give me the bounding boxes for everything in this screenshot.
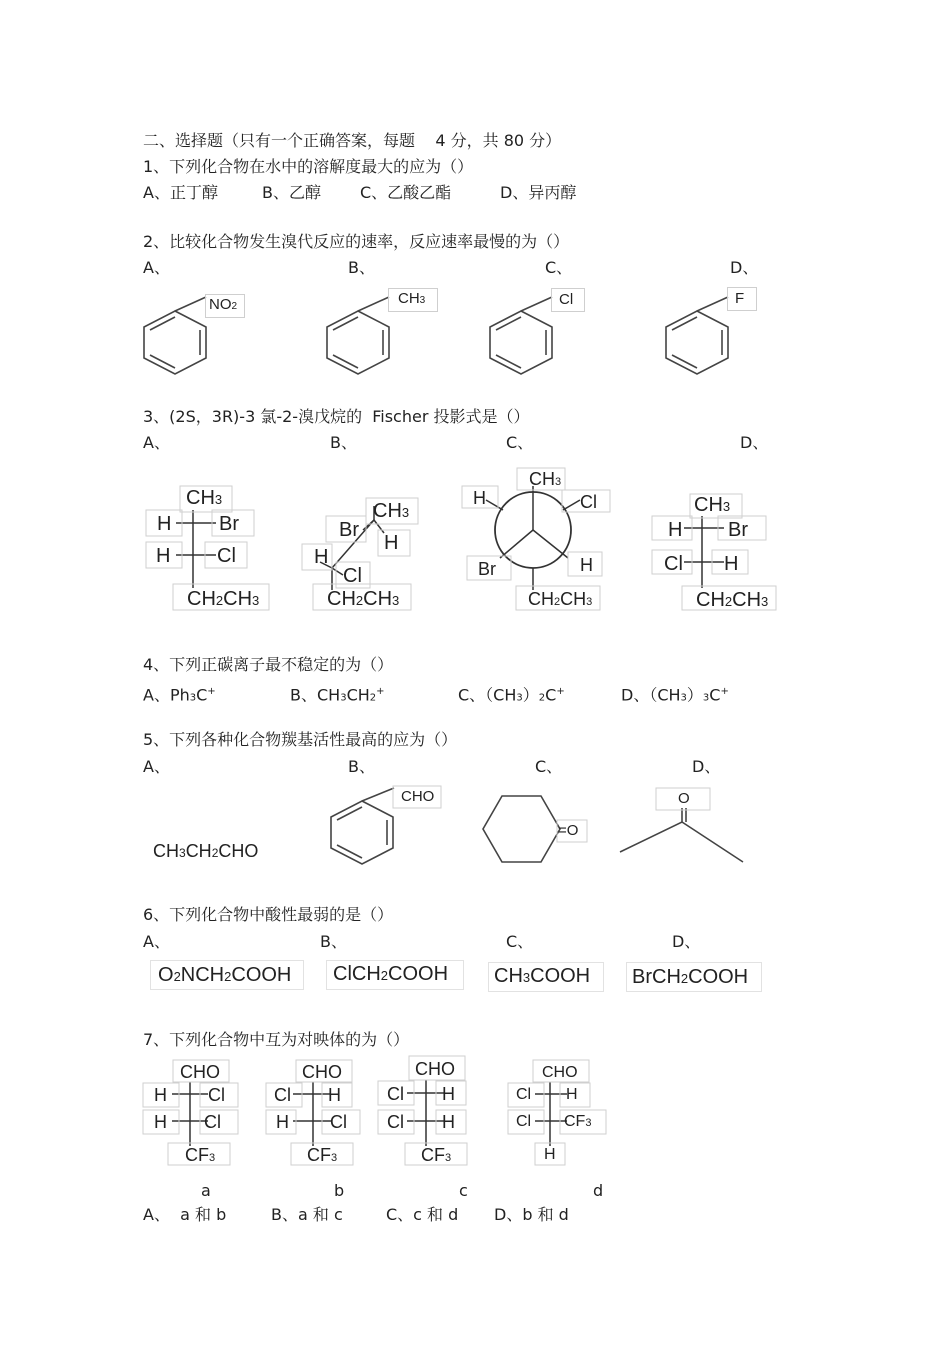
q7c-top: CHO xyxy=(415,1059,455,1079)
q7b-top: CHO xyxy=(302,1062,342,1082)
q4-stem: 4、下列正碳离子最不稳定的为（） xyxy=(143,655,394,674)
q3-letter-d: D、 xyxy=(740,433,769,452)
q7d-r2-left: Cl xyxy=(516,1113,532,1130)
q7-label-c: c xyxy=(459,1181,468,1200)
q7-label-b: b xyxy=(334,1181,345,1200)
q3c-bottom: CH2CH3 xyxy=(528,589,593,609)
q7b-r2-left: H xyxy=(276,1112,289,1132)
q6-letter-d: D、 xyxy=(672,932,701,951)
q5-letter-d: D、 xyxy=(692,757,721,776)
q4-option-d: D、（CH3）3C+ xyxy=(621,685,729,705)
q1-option-d: D、异丙醇 xyxy=(500,183,577,202)
q3d-r2-left: Cl xyxy=(664,553,683,575)
q2-letter-b: B、 xyxy=(348,258,375,277)
q3d-bottom: CH2CH3 xyxy=(696,589,769,611)
q6-formula-d: BrCH2COOH xyxy=(632,966,749,988)
q5-letter-c: C、 xyxy=(535,757,563,776)
q1-option-a: A、正丁醇 xyxy=(143,183,218,202)
q3a-r1-left: H xyxy=(157,513,172,535)
q6-formula-c: CH3COOH xyxy=(494,965,591,987)
q3a-top: CH3 xyxy=(186,487,223,509)
q3c-h-right: H xyxy=(580,555,593,575)
q2-substituent-d: F xyxy=(735,290,745,307)
q2-letter-a: A、 xyxy=(143,258,170,277)
q6-formula-a: O2NCH2COOH xyxy=(158,964,292,986)
q6-letter-a: A、 xyxy=(143,932,170,951)
q3d-r1-left: H xyxy=(668,519,683,541)
q7-label-a: a xyxy=(201,1181,211,1200)
q2-letter-c: C、 xyxy=(545,258,573,277)
q3d-r1-right: Br xyxy=(728,519,748,541)
q7c-r2-right: H xyxy=(442,1112,455,1132)
q2-substituent-b: CH3 xyxy=(398,290,426,307)
q6-stem: 6、下列化合物中酸性最弱的是（） xyxy=(143,905,394,924)
q7d-r1-right: H xyxy=(566,1086,578,1103)
q2-substituent-a: NO2 xyxy=(209,296,238,313)
q7a-top: CHO xyxy=(180,1062,220,1082)
q7d-top: CHO xyxy=(542,1064,578,1081)
q7b-r2-right: Cl xyxy=(330,1112,347,1132)
q5-letter-a: A、 xyxy=(143,757,170,776)
q3b-cl: Cl xyxy=(343,565,362,587)
q3c-h-left: H xyxy=(473,488,486,508)
q2-substituent-c: Cl xyxy=(559,291,574,308)
q1-option-c: C、乙酸乙酯 xyxy=(360,183,452,202)
q3b-br: Br xyxy=(339,519,359,541)
q7a-r1-right: Cl xyxy=(208,1085,225,1105)
q6-formula-b: ClCH2COOH xyxy=(333,963,449,985)
q5b-substituent: CHO xyxy=(401,788,435,805)
q5a-formula: CH3CH2CHO xyxy=(153,841,259,861)
q1-stem: 1、下列化合物在水中的溶解度最大的应为（） xyxy=(143,157,474,176)
q7c-r1-left: Cl xyxy=(387,1084,404,1104)
q3d-r2-right: H xyxy=(724,553,739,575)
q7a-r2-right: Cl xyxy=(204,1112,221,1132)
q3b-h2: H xyxy=(314,546,329,568)
q5d-substituent: O xyxy=(678,790,690,807)
q2-stem: 2、比较化合物发生溴代反应的速率，反应速率最慢的为（） xyxy=(143,232,570,251)
q5c-substituent: =O xyxy=(558,822,579,839)
q7-option-d: D、b 和 d xyxy=(494,1205,569,1224)
q7b-r1-right: H xyxy=(328,1085,341,1105)
q4-option-b: B、CH3CH2+ xyxy=(290,685,385,705)
q3c-top: CH3 xyxy=(529,469,562,489)
q7b-r1-left: Cl xyxy=(274,1085,291,1105)
q4-option-c: C、（CH3）2C+ xyxy=(458,685,565,705)
q3b-bottom: CH2CH3 xyxy=(327,588,400,610)
q7c-r2-left: Cl xyxy=(387,1112,404,1132)
q1-option-b: B、乙醇 xyxy=(262,183,321,202)
q7-option-c: C、c 和 d xyxy=(386,1205,459,1224)
q5-letter-b: B、 xyxy=(348,757,375,776)
q3a-bottom: CH2CH3 xyxy=(187,588,260,610)
q2-letter-d: D、 xyxy=(730,258,759,277)
q3-letter-b: B、 xyxy=(330,433,357,452)
q7d-bottom: H xyxy=(544,1146,556,1163)
q7a-bottom: CF3 xyxy=(185,1145,216,1165)
q7b-bottom: CF3 xyxy=(307,1145,338,1165)
q7c-r1-right: H xyxy=(442,1084,455,1104)
q7d-r1-left: Cl xyxy=(516,1086,532,1103)
q5-stem: 5、下列各种化合物羰基活性最高的应为（） xyxy=(143,730,458,749)
q3a-r2-right: Cl xyxy=(217,545,236,567)
q4-option-a: A、Ph3C+ xyxy=(143,685,216,705)
q7-stem: 7、下列化合物中互为对映体的为（） xyxy=(143,1030,410,1049)
q3d-top: CH3 xyxy=(694,494,731,516)
q6-letter-b: B、 xyxy=(320,932,347,951)
q7d-r2-right: CF3 xyxy=(564,1113,592,1130)
q3b-top: CH3 xyxy=(373,500,410,522)
q3-letter-c: C、 xyxy=(506,433,534,452)
q3a-r1-right: Br xyxy=(219,513,239,535)
section-header: 二、选择题（只有一个正确答案，每题 4 分，共 80 分） xyxy=(143,131,562,150)
q7c-bottom: CF3 xyxy=(421,1145,452,1165)
q3-letter-a: A、 xyxy=(143,433,170,452)
q6-letter-c: C、 xyxy=(506,932,534,951)
q3c-br: Br xyxy=(478,559,496,579)
q7-option-b: B、a 和 c xyxy=(271,1205,343,1224)
q3-stem: 3、(2S，3R)-3 氯-2-溴戊烷的 Fischer 投影式是（） xyxy=(143,407,530,426)
q7a-r1-left: H xyxy=(154,1085,167,1105)
q7a-r2-left: H xyxy=(154,1112,167,1132)
q3b-h1: H xyxy=(384,532,399,554)
q3a-r2-left: H xyxy=(156,545,171,567)
q7-label-d: d xyxy=(593,1181,604,1200)
q7-option-a: A、 a 和 b xyxy=(143,1205,227,1224)
q3c-cl: Cl xyxy=(580,492,597,512)
